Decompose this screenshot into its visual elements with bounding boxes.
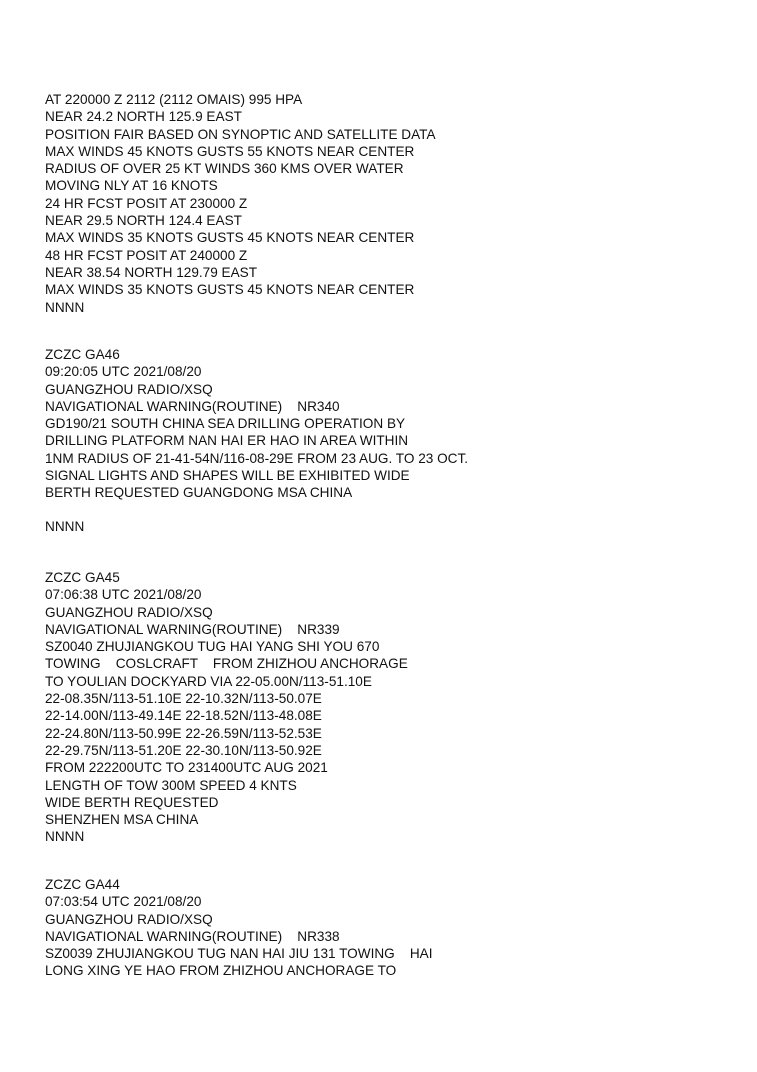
end-marker: NNNN bbox=[45, 299, 85, 315]
text-line: LENGTH OF TOW 300M SPEED 4 KNTS bbox=[45, 777, 297, 793]
message-header: ZCZC GA46 bbox=[45, 347, 120, 362]
station: GUANGZHOU RADIO/XSQ bbox=[45, 381, 213, 397]
timestamp: 09:20:05 UTC 2021/08/20 bbox=[45, 364, 202, 380]
text-line: FROM 222200UTC TO 231400UTC AUG 2021 bbox=[45, 760, 328, 776]
text-line: MAX WINDS 35 KNOTS GUSTS 45 KNOTS NEAR CENTER bbox=[45, 230, 415, 246]
text-line: MAX WINDS 45 KNOTS GUSTS 55 KNOTS NEAR CENTER bbox=[45, 143, 415, 159]
text-line: POSITION FAIR BASED ON SYNOPTIC AND SATELLITE DATA bbox=[45, 126, 436, 142]
text-line: 24 HR FCST POSIT AT 230000 Z bbox=[45, 195, 248, 211]
text-line: WIDE BERTH REQUESTED bbox=[45, 794, 219, 810]
navigational-warning-ga44 bbox=[45, 876, 745, 980]
text-line: 48 HR FCST POSIT AT 240000 Z bbox=[45, 247, 248, 263]
text-line: 22-08.35N/113-51.10E 22-10.32N/113-50.07E bbox=[45, 691, 322, 707]
station: GUANGZHOU RADIO/XSQ bbox=[45, 911, 213, 927]
warning-title: NAVIGATIONAL WARNING(ROUTINE) NR339 bbox=[45, 621, 340, 637]
timestamp: 07:03:54 UTC 2021/08/20 bbox=[45, 894, 202, 910]
end-marker: NNNN bbox=[45, 829, 85, 845]
text-line: 22-14.00N/113-49.14E 22-18.52N/113-48.08E bbox=[45, 708, 322, 724]
navigational-warning-ga46-end bbox=[45, 518, 745, 535]
text-line: 22-24.80N/113-50.99E 22-26.59N/113-52.53E bbox=[45, 725, 322, 741]
navigational-warning-ga45 bbox=[45, 569, 745, 846]
text-line: MOVING NLY AT 16 KNOTS bbox=[45, 178, 218, 194]
text-line: NEAR 38.54 NORTH 129.79 EAST bbox=[45, 264, 258, 280]
text-line: MAX WINDS 35 KNOTS GUSTS 45 KNOTS NEAR CENTER bbox=[45, 282, 415, 298]
navigational-warning-ga46 bbox=[45, 346, 745, 502]
text-line: BERTH REQUESTED GUANGDONG MSA CHINA bbox=[45, 485, 353, 501]
text-line: SZ0040 ZHUJIANGKOU TUG HAI YANG SHI YOU 670 bbox=[45, 639, 380, 655]
text-line: RADIUS OF OVER 25 KT WINDS 360 KMS OVER WATER bbox=[45, 161, 404, 177]
text-line: LONG XING YE HAO FROM ZHIZHOU ANCHORAGE TO bbox=[45, 963, 397, 979]
station: GUANGZHOU RADIO/XSQ bbox=[45, 604, 213, 620]
text-line: SZ0039 ZHUJIANGKOU TUG NAN HAI JIU 131 TOWING HAI bbox=[45, 946, 433, 962]
text-line: SIGNAL LIGHTS AND SHAPES WILL BE EXHIBITED WIDE bbox=[45, 468, 410, 484]
text-line: TOWING COSLCRAFT FROM ZHIZHOU ANCHORAGE bbox=[45, 656, 408, 672]
warning-title: NAVIGATIONAL WARNING(ROUTINE) NR338 bbox=[45, 928, 340, 944]
text-line: TO YOULIAN DOCKYARD VIA 22-05.00N/113-51.10E bbox=[45, 673, 372, 689]
text-line: GD190/21 SOUTH CHINA SEA DRILLING OPERATION BY bbox=[45, 416, 406, 432]
message-header: ZCZC GA44 bbox=[45, 877, 120, 892]
end-marker: NNNN bbox=[45, 519, 85, 534]
warning-title: NAVIGATIONAL WARNING(ROUTINE) NR340 bbox=[45, 398, 340, 414]
timestamp: 07:06:38 UTC 2021/08/20 bbox=[45, 587, 202, 603]
message-header: ZCZC GA45 bbox=[45, 570, 120, 585]
weather-bulletin bbox=[45, 91, 745, 316]
text-line: NEAR 24.2 NORTH 125.9 EAST bbox=[45, 109, 242, 125]
text-line: DRILLING PLATFORM NAN HAI ER HAO IN AREA WITHIN bbox=[45, 433, 409, 449]
text-line: AT 220000 Z 2112 (2112 OMAIS) 995 HPA bbox=[45, 92, 303, 107]
text-line: 1NM RADIUS OF 21-41-54N/116-08-29E FROM 23 AUG. TO 23 OCT. bbox=[45, 450, 469, 466]
text-line: NEAR 29.5 NORTH 124.4 EAST bbox=[45, 213, 242, 229]
text-line: 22-29.75N/113-51.20E 22-30.10N/113-50.92E bbox=[45, 742, 322, 758]
text-line: SHENZHEN MSA CHINA bbox=[45, 812, 199, 828]
